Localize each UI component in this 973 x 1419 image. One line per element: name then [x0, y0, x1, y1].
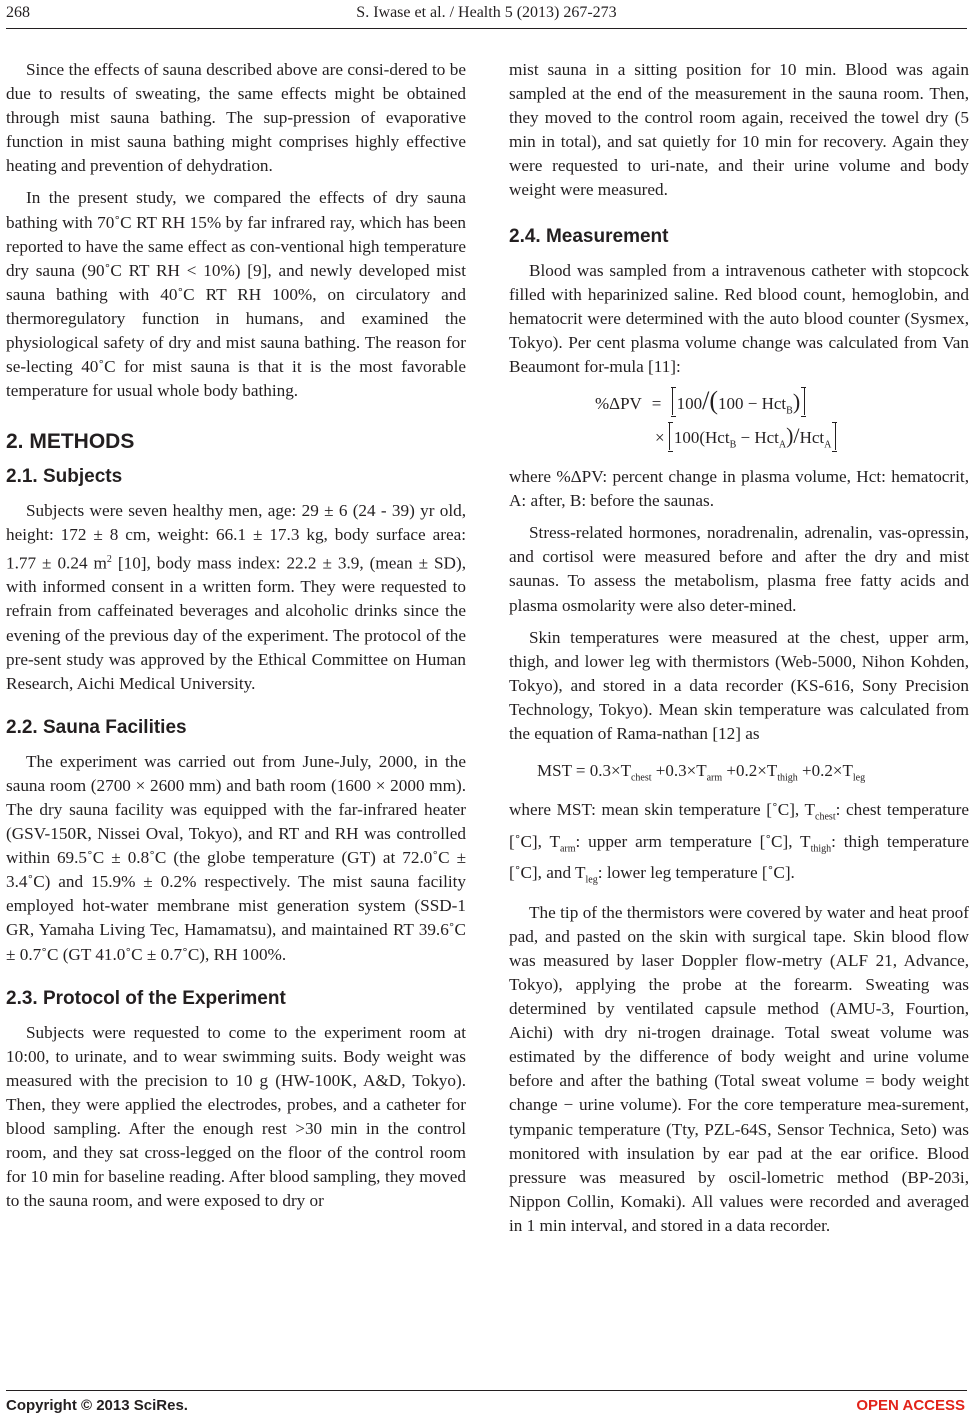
- subsection-heading-protocol: 2.3. Protocol of the Experiment: [6, 987, 286, 1009]
- paragraph: Since the effects of sauna described above are consi-dered to be due to results of sweating, the same effects might be obtained through mist sauna bathing. The sup-pression of evaporative function in mist sauna bathing might comprises highly effective heating and prevention of dehydration.: [6, 60, 466, 176]
- paragraph: In the present study, we compared the effects of dry sauna bathing with 70˚C RT RH 15% by far infrared ray, which has been reported to have the same effect as con-ventional high temperature dry sauna (90˚C RT RH < 10%) [9], and newly developed mist sauna bathing with 40˚C RT RH 100%, on circulatory and thermoregulatory function in humans, and examined the physiological safety of dry and mist sauna bathing. The reason for se-lecting 40˚C for mist sauna is that it is the most favorable temperature for usual whole body bathing.: [6, 188, 466, 401]
- page-number: 268: [6, 4, 30, 21]
- left-column: [6, 58, 466, 1221]
- paragraph: Subjects were seven healthy men, age: 29 ± 6 (24 - 39) yr old, height: 172 ± 8 cm, weight: 66.1 ± 17.3 kg, body surface area: 1.77 ± 0.24 $m^2$ [10], body mass index: 22.2 ± 3.9, (mean ± SD), with informed consent in a written form. They were requested to refrain from caffeinated beverages and alcoholic drinks since the evening of the previous day of the experiment. The protocol of the pre-sent study was approved by the Ethical Committee on Human Research, Aichi Medical University.: [6, 501, 466, 693]
- paragraph: Stress-related hormones, noradrenalin, adrenalin, vas-opressin, and cortisol were measured before and after the dry and mist saunas. To assess the metabolism, plasma free fatty acids and plasma osmolarity were also deter-mined.: [509, 523, 969, 615]
- right-column: [509, 58, 969, 1246]
- footer-rule: [6, 1390, 967, 1391]
- paragraph: where %ΔPV: percent change in plasma volume, Hct: hematocrit, A: after, B: before the saunas.: [509, 467, 969, 511]
- subsection-heading-facilities: 2.2. Sauna Facilities: [6, 716, 187, 738]
- running-head: S. Iwase et al. / Health 5 (2013) 267-273: [356, 4, 617, 21]
- equation-mean-skin-temperature: MST = $0.3\times T_{chest} +0.3\times T_{arm} +0.2\times T_{thigh} +0.2\times T_{leg}$: [537, 761, 866, 784]
- section-heading-methods: 2. METHODS: [6, 430, 135, 454]
- subsection-heading-measurement: 2.4. Measurement: [509, 225, 669, 247]
- copyright-notice: Copyright © 2013 SciRes.: [6, 1397, 188, 1414]
- paragraph: mist sauna in a sitting position for 10 min. Blood was again sampled at the end of the measurement in the sauna room. Then, they moved to the control room again, received the towel dry (5 min in total), and sat quietly for 10 min for recovery. Again they were requested to uri-nate, and their urine volume and body weight were measured.: [509, 60, 969, 200]
- paragraph: The tip of the thermistors were covered by water and heat proof pad, and pasted on the skin with surgical tape. Skin blood flow was measured by laser Doppler flow-metry (ALF 21, Advance, Tokyo), applying the probe at the forearm. Sweating was determined by ventilated capsule method (AMU-3, Fourtion, Aichi) with dry ni-trogen drainage. Total sweat volume was estimated by the difference of body weight and urine volume before and after the bathing (Total sweat volume = body weight change − urine volume). For the core temperature mea-surement, tympanic temperature (Tty, PZL-64S, Sensor Technica, Seto) was monitored with insulation by ear pad at the ear orifice. Blood pressure was measured by oscil-lometric method (BP-203i, Nippon Collin, Komaki). All values were recorded and averaged in 1 min interval, and stored in a data recorder.: [509, 902, 969, 1235]
- equation-plasma-volume: %ΔPV = 100/(100 − Hct$_B$) × 100(Hct$_B$ − Hct$_A$)/Hct$_A$: [509, 387, 969, 455]
- open-access-label: OPEN ACCESS: [856, 1397, 965, 1414]
- paragraph: Skin temperatures were measured at the chest, upper arm, thigh, and lower leg with thermistors (Web-5000, Nihon Kohden, Tokyo), and stored in a data recorder (KS-616, Sony Precision Technology, Tokyo). Mean skin temperature was calculated from the equation of Rama-nathan [12] as: [509, 627, 969, 743]
- paragraph: The experiment was carried out from June-July, 2000, in the sauna room (2700 × 2600 mm) and bath room (1600 × 2000 mm). The dry sauna facility was equipped with the far-infrared heater (GSV-150R, Nissei Oval, Tokyo), and RT and RH was controlled within 69.5˚C ± 0.8˚C (the globe temperature (GT) at 72.0˚C ± 3.4˚C) and 15.9% ± 0.2% respectively. The mist sauna facility employed hot-water membrane mist generation system (SSD-1 GR, Yamaha Living Tec, Hamamatsu), and maintained RT 39.6˚C ± 0.7˚C (GT 41.0˚C ± 0.7˚C), RH 100%.: [6, 751, 466, 964]
- paragraph: Subjects were requested to come to the experiment room at 10:00, to urinate, and to wear swimming suits. Body weight was measured with the precision to 10 g (HW-100K, A&D, Tokyo). Then, they were applied the electrodes, probes, and a catheter for blood sampling. After the enough rest >30 min in the control room, and they sat cross-legged on the floor of the control room for 10 min for baseline reading. After blood sampling, they moved to the sauna room, and were exposed to dry or: [6, 1022, 466, 1211]
- paragraph: Blood was sampled from a intravenous catheter with stopcock filled with heparinized saline. Red blood count, hemoglobin, and hematocrit were determined with the auto blood counter (Sysmex, Tokyo). Per cent plasma volume change was calculated from Van Beaumont for-mula [11]:: [509, 260, 969, 376]
- paragraph: where MST: mean skin temperature [˚C], $T_{chest}$: chest temperature [˚C], $T_{arm}$: upper arm temperature [˚C], $T_{thigh}$: thigh temperature [˚C], and $T_{leg}$: lower leg temperature [˚C].: [509, 800, 969, 886]
- header-rule: [6, 28, 967, 29]
- subsection-heading-subjects: 2.1. Subjects: [6, 466, 123, 488]
